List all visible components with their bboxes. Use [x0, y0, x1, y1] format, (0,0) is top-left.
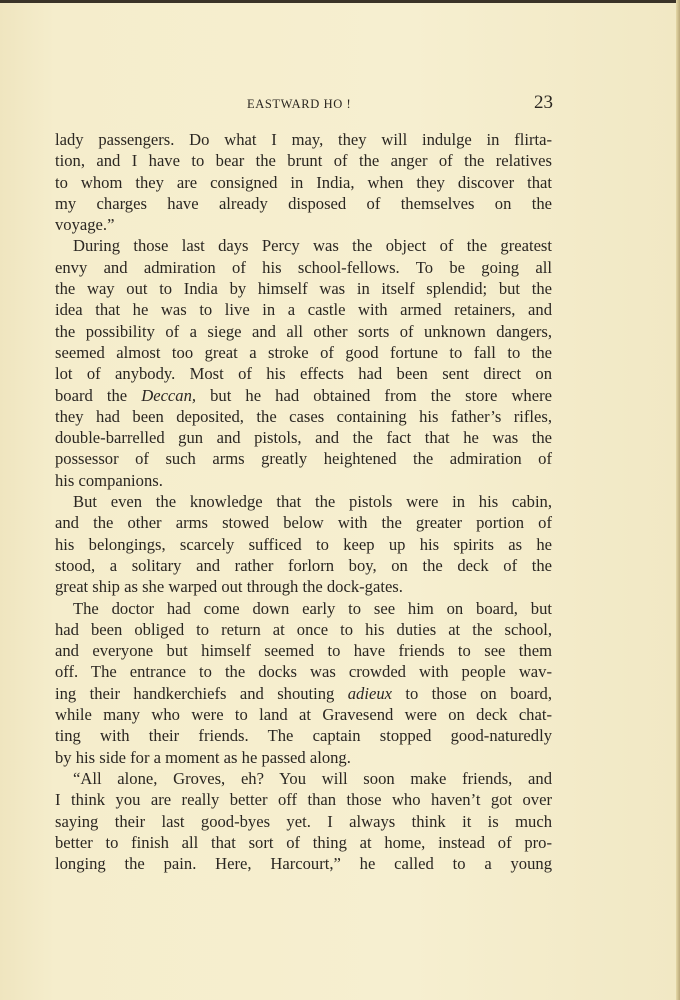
page-right-edge — [676, 0, 680, 1000]
text-line: seemed almost too great a stroke of good fortune to fall to the — [55, 342, 552, 362]
text-line: double-barrelled gun and pistols, and the fact that he was the — [55, 428, 552, 448]
page-header — [55, 93, 553, 115]
text-line: I think you are really better off than those who haven’t got over — [55, 790, 552, 810]
text-line: lady passengers. Do what I may, they will indulge in flirta- — [55, 130, 552, 149]
text-line: great ship as she warped out through the dock-gates. — [55, 577, 403, 597]
text-line: lot of anybody. Most of his effects had been sent direct on — [55, 364, 552, 384]
text-line: better to finish all that sort of thing at home, instead of pro- — [55, 832, 552, 852]
text-line: his companions. — [55, 470, 163, 490]
body-text — [55, 129, 552, 874]
italic-text-run: Deccan, — [141, 385, 197, 405]
text-line: the possibility of a siege and all other sorts of unknown dangers, — [55, 321, 552, 341]
text-line: stood, a solitary and rather forlorn boy, on the deck of the — [55, 555, 552, 575]
page-number: 23 — [534, 92, 553, 113]
text-run: to those on board, — [391, 683, 552, 703]
text-line: to whom they are consigned in India, when they discover that — [55, 172, 552, 192]
text-line: my charges have already disposed of themselves on the — [55, 193, 552, 213]
text-line: ting with their friends. The captain stopped good-naturedly — [55, 726, 552, 746]
text-line: envy and admiration of his school-fellows. To be going all — [55, 257, 552, 277]
text-line: they had been deposited, the cases containing his father’s rifles, — [55, 406, 552, 426]
text-line: During those last days Percy was the object of the greatest — [73, 236, 552, 256]
text-run: ing their handkerchiefs and shouting — [55, 683, 348, 703]
text-run: but he had obtained from the store where — [196, 385, 552, 405]
text-line — [55, 683, 552, 704]
text-line: while many who were to land at Gravesend were on deck chat- — [55, 705, 552, 725]
text-line: had been obliged to return at once to his duties at the school, — [55, 619, 552, 639]
text-line: possessor of such arms greatly heightened the admiration of — [55, 449, 552, 469]
text-line: his belongings, scarcely sufficed to keep up his spirits as he — [55, 534, 552, 554]
text-line: and the other arms stowed below with the greater portion of — [55, 513, 552, 533]
text-line: idea that he was to live in a castle with armed retainers, and — [55, 300, 552, 320]
page-top-edge — [0, 0, 680, 3]
running-head: EASTWARD HO ! — [247, 97, 352, 111]
text-line: and everyone but himself seemed to have friends to see them — [55, 641, 552, 661]
italic-text-run: adieux — [347, 683, 392, 703]
text-line: longing the pain. Here, Harcourt,” he called to a young — [55, 854, 552, 874]
text-run: board the — [55, 385, 142, 405]
text-line — [55, 385, 552, 406]
text-line: But even the knowledge that the pistols were in his cabin, — [73, 492, 552, 512]
text-line: voyage.” — [55, 215, 115, 235]
text-line: by his side for a moment as he passed along. — [55, 747, 351, 767]
text-line: “All alone, Groves, eh? You will soon make friends, and — [73, 768, 552, 788]
text-line: saying their last good-byes yet. I always think it is much — [55, 811, 552, 831]
text-line: tion, and I have to bear the brunt of the anger of the relatives — [55, 151, 552, 171]
text-line: the way out to India by himself was in itself splendid; but the — [55, 279, 552, 299]
text-line: off. The entrance to the docks was crowded with people wav- — [55, 662, 552, 682]
text-line: The doctor had come down early to see him on board, but — [73, 598, 552, 618]
